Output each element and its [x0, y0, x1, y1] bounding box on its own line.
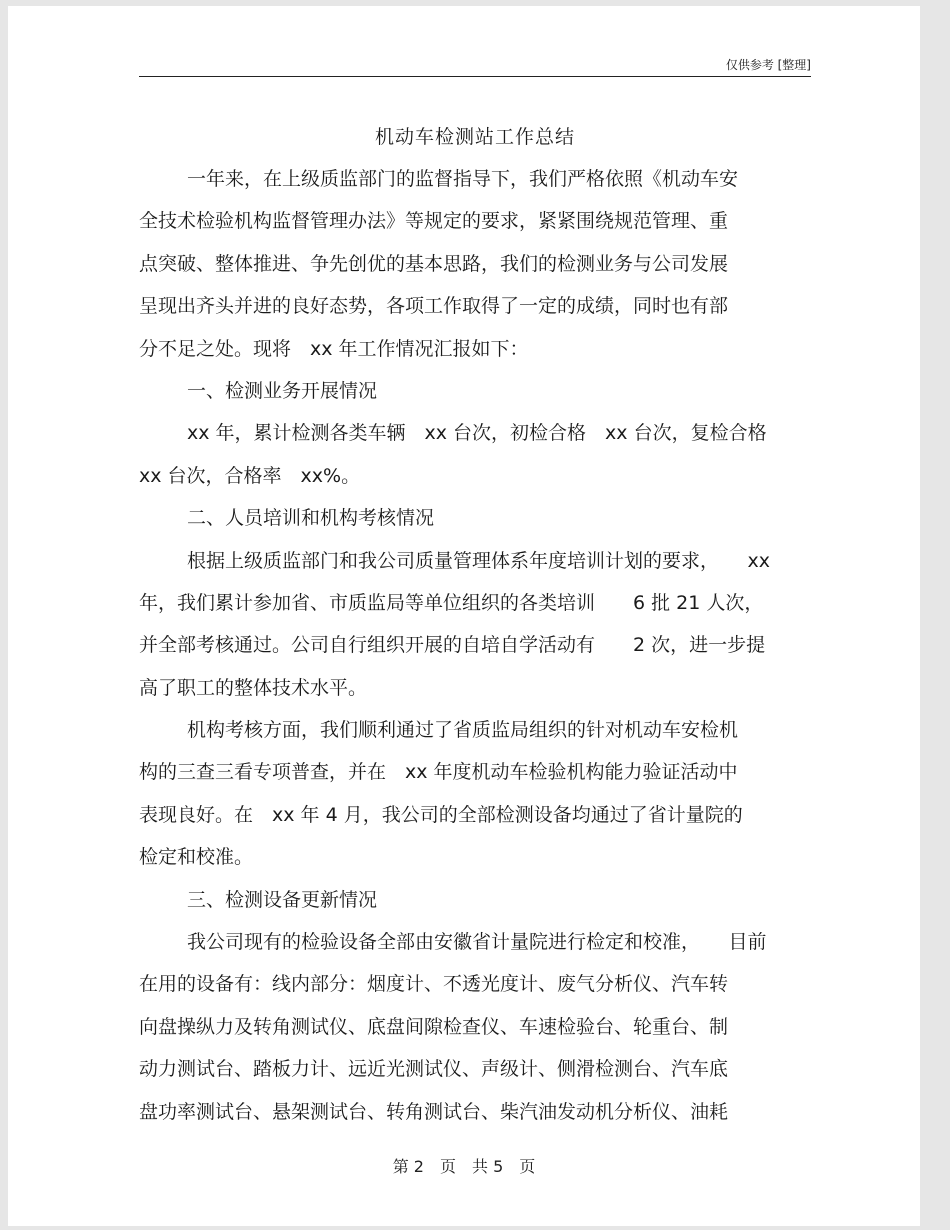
- document-title: 机动车检测站工作总结: [374, 126, 575, 148]
- page-header-note: 仅供参考 [整理]: [725, 58, 811, 72]
- body-line: 在用的设备有：线内部分：烟度计、不透光度计、废气分析仪、汽车转: [139, 973, 729, 996]
- body-line: 向盘操纵力及转角测试仪、底盘间隙检查仪、车速检验台、轮重台、制: [139, 1015, 729, 1038]
- body-line: 分不足之处。现将 xx 年工作情况汇报如下：: [139, 337, 529, 360]
- body-line: 点突破、整体推进、争先创优的基本思路，我们的检测业务与公司发展: [139, 252, 729, 275]
- header-rule: [139, 76, 811, 77]
- body-line: 表现良好。在 xx 年 4 月，我公司的全部检测设备均通过了省计量院的: [139, 803, 743, 826]
- page-number: 第 2 页 共 5 页: [392, 1157, 536, 1176]
- body-line: 根据上级质监部门和我公司质量管理体系年度培训计划的要求， xx: [187, 549, 770, 572]
- body-line: 全技术检验机构监督管理办法》等规定的要求，紧紧围绕规范管理、重: [139, 210, 729, 233]
- body-line: 呈现出齐头并进的良好态势，各项工作取得了一定的成绩，同时也有部: [139, 295, 729, 318]
- body-line: 高了职工的整体技术水平。: [139, 676, 368, 699]
- body-line: 动力测试台、踏板力计、远近光测试仪、声级计、侧滑检测台、汽车底: [139, 1058, 729, 1081]
- body-line: 盘功率测试台、悬架测试台、转角测试台、柴汽油发动机分析仪、油耗: [139, 1100, 729, 1123]
- document-page: [8, 6, 920, 1226]
- body-line: 三、检测设备更新情况: [187, 888, 378, 911]
- body-line: 年，我们累计参加省、市质监局等单位组织的各类培训 6 批 21 人次，: [139, 591, 764, 614]
- body-line: xx 台次，合格率 xx%。: [139, 464, 361, 487]
- body-line: 构的三查三看专项普查，并在 xx 年度机动车检验机构能力验证活动中: [139, 761, 738, 784]
- body-line: xx 年，累计检测各类车辆 xx 台次，初检合格 xx 台次，复检合格: [187, 422, 767, 445]
- body-line: 二、人员培训和机构考核情况: [187, 507, 435, 530]
- body-line: 检定和校准。: [139, 846, 254, 869]
- body-line: 并全部考核通过。公司自行组织开展的自培自学活动有 2 次，进一步提: [139, 634, 766, 657]
- body-line: 机构考核方面，我们顺利通过了省质监局组织的针对机动车安检机: [187, 719, 739, 742]
- body-line: 一年来，在上级质监部门的监督指导下，我们严格依照《机动车安: [187, 168, 739, 190]
- body-line: 我公司现有的检验设备全部由安徽省计量院进行检定和校准， 目前: [187, 931, 767, 954]
- body-line: 一、检测业务开展情况: [187, 379, 378, 402]
- document-body: [139, 158, 811, 1133]
